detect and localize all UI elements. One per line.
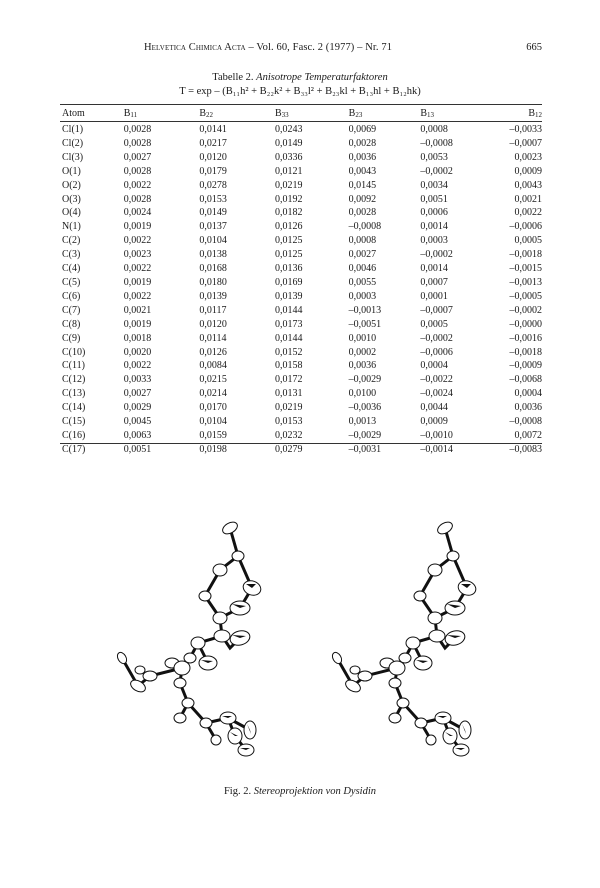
table-cell: –0,0016 [509, 332, 542, 344]
left-stereo-image [116, 520, 263, 756]
table-cell: –0,0002 [420, 249, 453, 261]
table-cell: 0,0137 [199, 221, 227, 233]
table-cell: –0,0010 [420, 429, 453, 441]
table-cell: 0,0028 [348, 137, 377, 149]
table-cell: 0,0149 [275, 137, 303, 149]
table-cell: 0,0232 [275, 429, 303, 441]
table-cell: 0,0021 [123, 304, 152, 316]
table-cell: 0,0055 [348, 276, 377, 288]
table-row [60, 290, 542, 304]
table-cell: 0,0008 [348, 235, 377, 247]
table-cell: –0,0024 [420, 388, 453, 400]
temperature-factor-table [60, 106, 542, 457]
table-cell: 0,0084 [199, 360, 227, 372]
table-cell: 0,0027 [123, 388, 152, 400]
table-body [60, 120, 542, 457]
table-cell: 0,0219 [275, 402, 303, 414]
page-number: 665 [526, 42, 542, 53]
table-cell: –0,0009 [509, 360, 542, 372]
table-cell: –0,0013 [348, 304, 382, 316]
table-row [60, 318, 542, 332]
table-cell: 0,0005 [514, 235, 542, 247]
table-cell: 0,0009 [420, 416, 448, 428]
table-cell: 0,0336 [275, 151, 303, 163]
table-cell: 0,0170 [199, 402, 227, 414]
table-cell: –0,0008 [420, 137, 453, 149]
table-cell: 0,0278 [199, 179, 227, 191]
table-cell: –0,0033 [509, 124, 542, 135]
table-cell: –0,0013 [509, 276, 542, 288]
table-row [60, 346, 542, 360]
table-cell: 0,0005 [420, 318, 448, 330]
table-cell: –0,0000 [509, 318, 542, 330]
table-cell: –0,0018 [509, 346, 542, 358]
table-cell: 0,0159 [199, 429, 227, 441]
table-cell: 0,0182 [275, 207, 303, 219]
table-row [60, 234, 542, 248]
table-cell: 0,0126 [199, 346, 227, 358]
table-cell: 0,0149 [199, 207, 227, 219]
table-cell: 0,0006 [420, 207, 448, 219]
table-cell: 0,0172 [275, 374, 303, 386]
table-cell: –0,0029 [348, 429, 382, 441]
table-cell: –0,0002 [420, 332, 453, 344]
table-cell: 0,0002 [348, 346, 377, 358]
table-cell: –0,0018 [509, 249, 542, 261]
table-cell: 0,0192 [275, 193, 303, 205]
table-cell: 0,0022 [514, 207, 542, 219]
table-cell: 0,0117 [199, 304, 227, 316]
table-row [60, 193, 542, 207]
table-cell: 0,0043 [514, 179, 542, 191]
table-cell: 0,0024 [123, 207, 152, 219]
figure-caption [0, 786, 600, 797]
atom-label: C(17) [62, 443, 86, 455]
table-cell: 0,0020 [123, 346, 152, 358]
atom-label: C(15) [62, 416, 86, 428]
atom-label: O(1) [62, 165, 81, 177]
table-cell: 0,0158 [275, 360, 303, 372]
table-cell: 0,0014 [420, 263, 448, 275]
table-cell: 0,0063 [123, 429, 152, 441]
table-cell: 0,0036 [348, 360, 377, 372]
table-cell: 0,0198 [199, 443, 227, 455]
table-cell: 0,0215 [199, 374, 227, 386]
table-cell: 0,0243 [275, 124, 303, 135]
atom-label: C(4) [62, 263, 81, 275]
stereo-projection-figure [90, 518, 520, 780]
table-cell: 0,0045 [123, 416, 152, 428]
atom-label: C(6) [62, 290, 81, 302]
table-cell: 0,0008 [420, 124, 448, 135]
table-cell: 0,0009 [514, 165, 542, 177]
table-cell: 0,0144 [275, 304, 303, 316]
column-header-atom: Atom [62, 107, 85, 119]
atom-label: C(5) [62, 276, 81, 288]
table-cell: 0,0179 [199, 165, 227, 177]
table-cell: –0,0029 [348, 374, 382, 386]
figure-label: Fig. 2. [223, 786, 254, 797]
table-row [60, 179, 542, 193]
table-cell: 0,0023 [123, 249, 152, 261]
table-cell: –0,0002 [509, 304, 542, 316]
table-cell: 0,0136 [275, 263, 303, 275]
table-cell: 0,0022 [123, 290, 152, 302]
table-cell: 0,0126 [275, 221, 303, 233]
table-row [60, 262, 542, 276]
table-cell: 0,0022 [123, 360, 152, 372]
table-cell: 0,0139 [199, 290, 227, 302]
table-cell: 0,0104 [199, 416, 227, 428]
table-row [60, 137, 542, 151]
atom-label: O(2) [62, 179, 81, 191]
column-header-b13: B13 [420, 107, 435, 119]
table-cell: 0,0153 [275, 416, 303, 428]
table-cell: 0,0217 [199, 137, 227, 149]
table-cell: –0,0008 [509, 416, 542, 428]
atom-label: O(4) [62, 207, 81, 219]
table-cell: 0,0019 [123, 276, 152, 288]
table-title: Anisotrope Temperaturfaktoren [256, 72, 388, 83]
table-cell: –0,0068 [509, 374, 542, 386]
table-cell: 0,0145 [348, 179, 377, 191]
column-header-b23: B23 [348, 107, 363, 119]
table-row [60, 248, 542, 262]
table-cell: 0,0028 [123, 193, 152, 205]
column-header-b33: B33 [275, 107, 289, 119]
table-row [60, 151, 542, 165]
atom-label: C(3) [62, 249, 81, 261]
atom-label: Cl(3) [62, 151, 84, 163]
table-cell: 0,0114 [199, 332, 227, 344]
atom-label: C(8) [62, 318, 81, 330]
table-cell: 0,0180 [199, 276, 227, 288]
table-cell: 0,0028 [123, 165, 152, 177]
column-header-b12: B12 [528, 107, 542, 119]
atom-label: C(13) [62, 388, 86, 400]
table-cell: –0,0083 [509, 443, 542, 455]
table-cell: 0,0152 [275, 346, 303, 358]
table-cell: 0,0018 [123, 332, 152, 344]
table-cell: 0,0072 [514, 429, 542, 441]
table-cell: 0,0010 [348, 332, 377, 344]
table-cell: 0,0144 [275, 332, 303, 344]
table-label: Tabelle 2. [212, 72, 257, 83]
table-row [60, 387, 542, 401]
table-cell: 0,0153 [199, 193, 227, 205]
table-cell: 0,0173 [275, 318, 303, 330]
table-row [60, 220, 542, 234]
atom-label: C(14) [62, 402, 86, 414]
table-cell: –0,0006 [420, 346, 453, 358]
atom-label: C(16) [62, 429, 86, 441]
journal-name: Helvetica Chimica Acta [144, 42, 246, 53]
table-cell: 0,0069 [348, 124, 377, 135]
atom-label: N(1) [62, 221, 81, 233]
table-cell: 0,0022 [123, 179, 152, 191]
table-cell: –0,0051 [348, 318, 382, 330]
table-cell: 0,0053 [420, 151, 448, 163]
table-row [60, 401, 542, 415]
column-header-b22: B22 [199, 107, 214, 119]
table-cell: 0,0125 [275, 249, 303, 261]
running-header [60, 42, 542, 56]
atom-label: C(12) [62, 374, 86, 386]
table-cell: 0,0022 [123, 263, 152, 275]
table-cell: –0,0014 [420, 443, 453, 455]
table-cell: 0,0139 [275, 290, 303, 302]
figure-caption-text: Stereoprojektion von Dysidin [253, 786, 377, 797]
table-row [60, 165, 542, 179]
table-cell: –0,0007 [509, 137, 542, 149]
table-row [60, 206, 542, 220]
table-cell: 0,0013 [348, 416, 377, 428]
table-cell: 0,0019 [123, 221, 152, 233]
journal-details: – Vol. 60, Fasc. 2 (1977) – Nr. 71 [245, 42, 393, 53]
atom-label: O(3) [62, 193, 81, 205]
table-cell: –0,0006 [509, 221, 542, 233]
table-cell: 0,0104 [199, 235, 227, 247]
table-cell: 0,0007 [420, 276, 448, 288]
table-cell: 0,0214 [199, 388, 227, 400]
table-cell: –0,0005 [509, 290, 542, 302]
table-top-rule [60, 104, 542, 105]
table-cell: 0,0004 [420, 360, 448, 372]
table-cell: 0,0003 [348, 290, 377, 302]
table-cell: 0,0168 [199, 263, 227, 275]
atom-label: C(9) [62, 332, 81, 344]
atom-label: C(10) [62, 346, 86, 358]
table-cell: 0,0120 [199, 151, 227, 163]
table-cell: 0,0051 [420, 193, 448, 205]
table-cell: 0,0219 [275, 179, 303, 191]
table-cell: 0,0019 [123, 318, 152, 330]
column-header-b11: B11 [123, 107, 138, 119]
table-cell: –0,0031 [348, 443, 382, 455]
table-row [60, 332, 542, 346]
table-cell: 0,0023 [514, 151, 542, 163]
table-cell: 0,0022 [123, 235, 152, 247]
table-cell: 0,0131 [275, 388, 303, 400]
table-cell: 0,0046 [348, 263, 377, 275]
table-cell: 0,0028 [348, 207, 377, 219]
atom-label: C(7) [62, 304, 81, 316]
atom-label: Cl(1) [62, 124, 84, 135]
table-cell: –0,0007 [420, 304, 453, 316]
table-cell: 0,0051 [123, 443, 152, 455]
table-cell: 0,0021 [514, 193, 542, 205]
table-header-row [60, 106, 542, 120]
table-row [60, 276, 542, 290]
table-cell: 0,0121 [275, 165, 303, 177]
table-row [60, 415, 542, 429]
table-cell: 0,0043 [348, 165, 377, 177]
right-stereo-image [331, 520, 478, 756]
table-row [60, 304, 542, 318]
table-cell: –0,0015 [509, 263, 542, 275]
table-cell: 0,0036 [348, 151, 377, 163]
table-cell: –0,0008 [348, 221, 382, 233]
table-formula: T = exp – (B₁₁h² + B₂₂k² + B₃₃l² + B₂₃kl + B₁₃hl + B₁₂hk) [179, 86, 421, 97]
table-row [60, 359, 542, 373]
table-cell: 0,0044 [420, 402, 448, 414]
table-cell: 0,0003 [420, 235, 448, 247]
atom-label: C(11) [62, 360, 85, 372]
table-cell: 0,0279 [275, 443, 303, 455]
table-cell: 0,0141 [199, 124, 227, 135]
table-cell: 0,0028 [123, 124, 152, 135]
atom-label: C(2) [62, 235, 81, 247]
table-cell: 0,0027 [123, 151, 152, 163]
table-row [60, 120, 542, 137]
table-cell: 0,0014 [420, 221, 448, 233]
table-row [60, 373, 542, 387]
table-cell: 0,0092 [348, 193, 377, 205]
table-cell: –0,0036 [348, 402, 382, 414]
table-row [60, 443, 542, 457]
table-cell: 0,0004 [514, 388, 542, 400]
table-cell: 0,0028 [123, 137, 152, 149]
table-cell: 0,0100 [348, 388, 377, 400]
table-cell: 0,0033 [123, 374, 152, 386]
table-cell: 0,0029 [123, 402, 152, 414]
table-caption [0, 72, 600, 83]
table-cell: 0,0036 [514, 402, 542, 414]
table-cell: 0,0138 [199, 249, 227, 261]
table-cell: –0,0002 [420, 165, 453, 177]
atom-label: Cl(2) [62, 137, 84, 149]
table-cell: 0,0001 [420, 290, 448, 302]
table-row [60, 429, 542, 443]
table-cell: 0,0125 [275, 235, 303, 247]
table-cell: 0,0034 [420, 179, 448, 191]
table-cell: –0,0022 [420, 374, 453, 386]
table-cell: 0,0169 [275, 276, 303, 288]
table-cell: 0,0027 [348, 249, 377, 261]
table-cell: 0,0120 [199, 318, 227, 330]
